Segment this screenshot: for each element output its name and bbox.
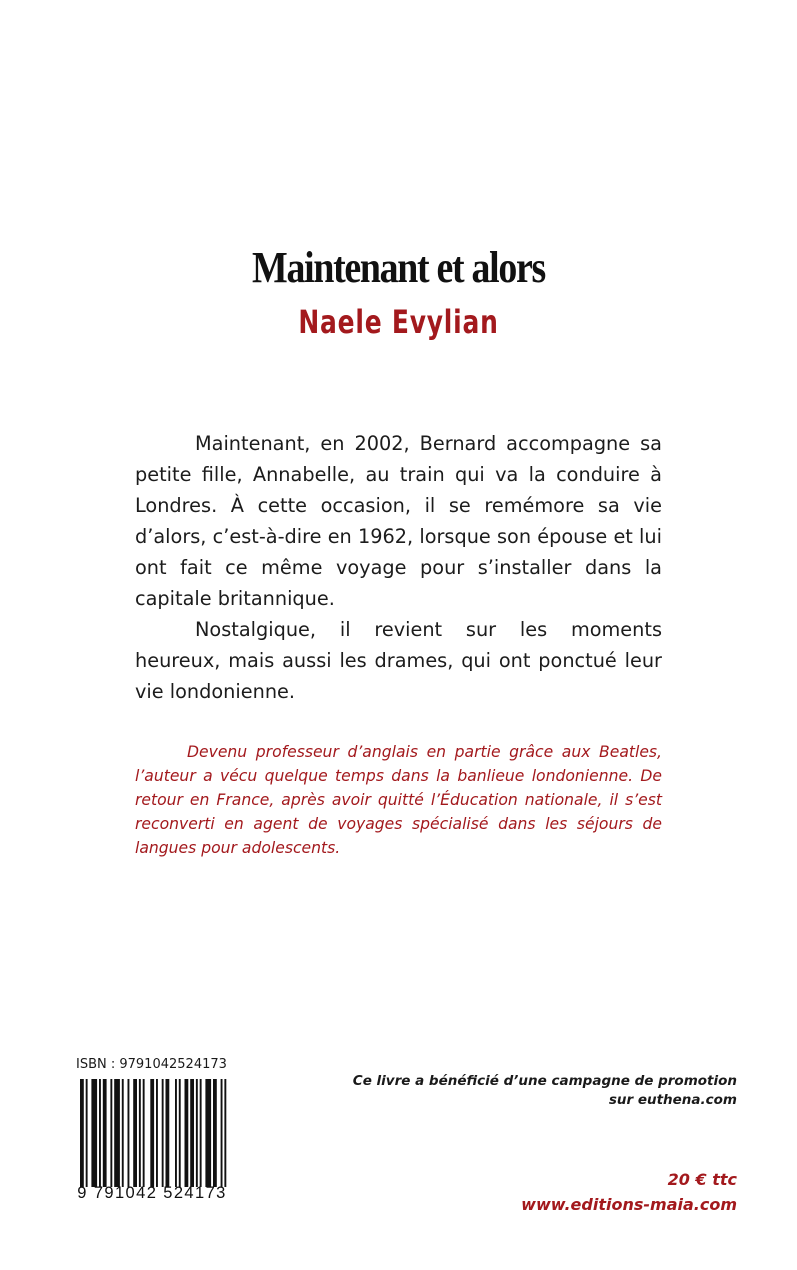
- synopsis-paragraph: Nostalgique, il revient sur les moments heureux, mais aussi les drames, qui ont ponctué leur vie londonienne.: [135, 618, 662, 703]
- promotion-line: sur euthena.com: [608, 1092, 737, 1108]
- synopsis-paragraph: Maintenant, en 2002, Bernard accompagne sa petite fille, Annabelle, au train qui va la conduire à Londres. À cette occasion, il se remémore sa vie d’alors, c’est-à-dire en 1962, lorsque son épouse et lui ont fait ce même voyage pour s’installer dans la capitale britannique.: [135, 432, 662, 610]
- author-bio: Devenu professeur d’anglais en partie grâce aux Beatles, l’auteur a vécu quelque temps dans la banlieue londonienne. De retour en France, après avoir quitté l’Éducation nationale, il s’est reconverti en agent de voyages spécialisé dans les séjours de langues pour adolescents.: [135, 743, 662, 857]
- promotion-line: Ce livre a bénéficié d’une campagne de promotion: [352, 1073, 737, 1089]
- synopsis: [135, 428, 662, 707]
- publisher-website: www.editions-maia.com: [521, 1195, 737, 1214]
- author-name: Naele Evylian: [298, 303, 499, 341]
- isbn-label: ISBN : 9791042524173: [76, 1057, 227, 1072]
- barcode-number: 9 791042 524173: [77, 1184, 227, 1202]
- book-title: Maintenant et alors: [252, 243, 545, 292]
- price-label: 20 € ttc: [667, 1170, 737, 1189]
- promotion-notice: [317, 1072, 737, 1110]
